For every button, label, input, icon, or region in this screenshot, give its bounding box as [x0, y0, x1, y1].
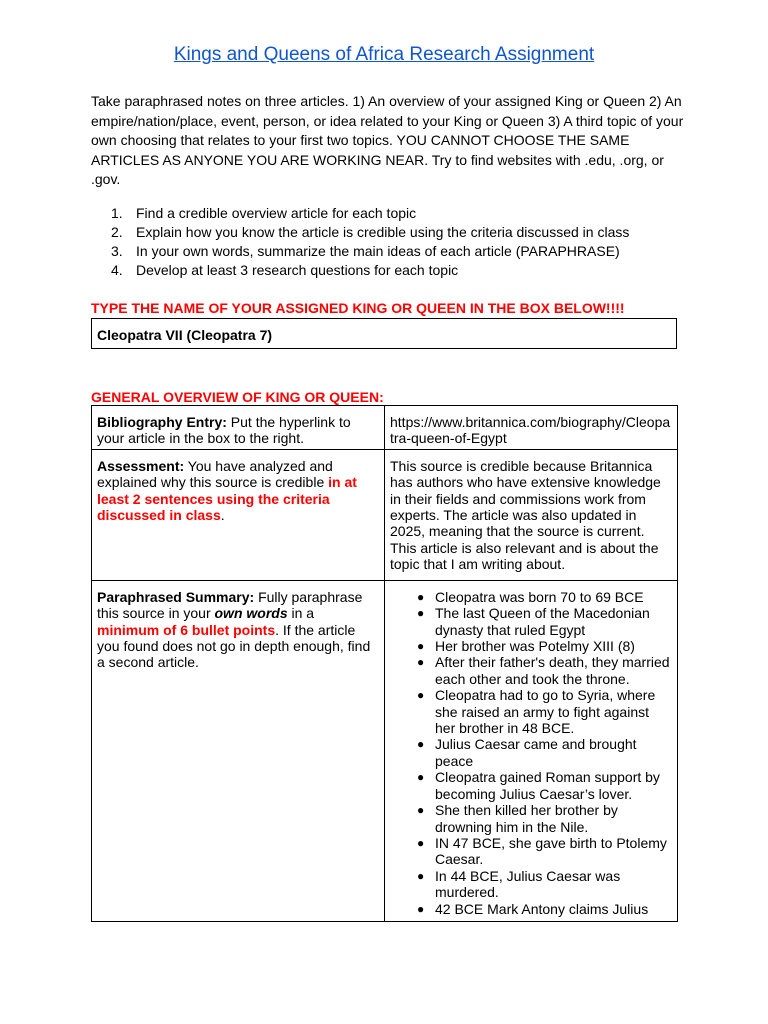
- bullet-text: Her brother was Potelmy XIII (8): [435, 638, 635, 655]
- bullet-icon: ●: [417, 835, 425, 850]
- bullet-icon: ●: [417, 688, 425, 703]
- list-item: [417, 736, 672, 769]
- summary-label-cell: [92, 580, 385, 921]
- bullet-text: The last Queen of the Macedonian dynasty that ruled Egypt: [435, 605, 650, 638]
- bullet-text: In 44 BCE, Julius Caesar was murdered.: [435, 867, 621, 901]
- bullet-text: Cleopatra had to go to Syria, where she raised an army to fight against her brother in 48 BCE.: [435, 687, 656, 737]
- list-item: [417, 769, 672, 802]
- list-item: [417, 588, 672, 605]
- assessment-label-cell: [92, 449, 385, 580]
- list-number: 3.: [111, 243, 123, 259]
- instruction-list: [91, 204, 691, 280]
- list-text: Develop at least 3 research questions for each topic: [136, 262, 459, 278]
- list-item: [417, 834, 672, 868]
- list-text: Find a credible overview article for each topic: [136, 205, 417, 221]
- king-heading: TYPE THE NAME OF YOUR ASSIGNED KING OR QUEEN IN THE BOX BELOW!!!!: [91, 300, 625, 316]
- bullet-text: Cleopatra gained Roman support by becoming Julius Caesar’s lover.: [435, 769, 660, 802]
- bullet-icon: ●: [417, 655, 425, 670]
- assessment-label: Assessment:: [97, 457, 185, 474]
- list-item: [91, 242, 691, 261]
- summary-emphasis: minimum of 6 bullet points: [97, 621, 276, 638]
- list-item: [417, 654, 672, 687]
- overview-table: [91, 405, 678, 922]
- bullet-text: IN 47 BCE, she gave birth to Ptolemy Caesar.: [435, 834, 667, 868]
- bullet-icon: ●: [417, 770, 425, 785]
- bullet-icon: ●: [417, 606, 425, 621]
- bullet-text: Julius Caesar came and brought peace: [435, 736, 637, 769]
- summary-instruction: Fully paraphrase this source in your: [97, 588, 363, 622]
- summary-instruction: in a: [287, 605, 315, 622]
- list-item: [417, 867, 672, 901]
- list-item: [417, 605, 672, 638]
- summary-bullet-list: [390, 589, 672, 917]
- assessment-answer-cell[interactable]: This source is credible because Britannica has authors who have extensive knowledge in their fields and commissions work from experts. The article was also updated in 2025, meaning that the source is current. This article is also relevant and is about the topic that I am writing about.: [385, 449, 678, 580]
- assessment-tail: .: [220, 507, 225, 524]
- summary-answer-cell[interactable]: [385, 580, 678, 921]
- bullet-text: She then killed her brother by drowning him in the Nile.: [435, 802, 618, 835]
- list-item: [417, 638, 672, 655]
- bibliography-answer-cell[interactable]: https://www.britannica.com/biography/Cleopatra-queen-of-Egypt: [385, 406, 678, 450]
- list-item: [91, 223, 691, 242]
- list-number: 4.: [111, 262, 123, 278]
- assessment-instruction: You have analyzed and explained why this source is credible: [97, 457, 333, 491]
- bullet-icon: ●: [417, 868, 425, 883]
- list-item: [91, 204, 691, 223]
- king-name-box[interactable]: Cleopatra VII (Cleopatra 7): [91, 318, 677, 349]
- table-row: [92, 580, 678, 921]
- summary-instruction: . If the article you found does not go in depth enough, find a second article.: [97, 621, 371, 671]
- own-words-emphasis: own words: [214, 605, 288, 622]
- bibliography-instruction: Put the hyperlink to your article in the box to the right.: [97, 414, 351, 447]
- list-text: Explain how you know the article is credible using the criteria discussed in class: [136, 224, 630, 240]
- list-item: [417, 900, 672, 917]
- table-row: [92, 406, 678, 450]
- bullet-text: After their father's death, they married each other and took the throne.: [435, 654, 670, 687]
- list-number: 1.: [111, 205, 123, 221]
- list-item: [417, 687, 672, 737]
- document-title: Kings and Queens of Africa Research Assignment: [173, 44, 595, 65]
- bullet-text: Cleopatra was born 70 to 69 BCE: [435, 588, 644, 605]
- summary-label: Paraphrased Summary:: [97, 588, 255, 605]
- list-item: [91, 261, 691, 280]
- bullet-text: 42 BCE Mark Antony claims Julius: [435, 900, 649, 917]
- assessment-emphasis: in at least 2 sentences using the criteria discussed in class: [97, 474, 357, 524]
- table-row: [92, 449, 678, 580]
- list-item: [417, 802, 672, 835]
- bibliography-label: Bibliography Entry:: [97, 414, 227, 430]
- bullet-icon: ●: [417, 639, 425, 654]
- overview-heading: GENERAL OVERVIEW OF KING OR QUEEN:: [91, 389, 384, 405]
- intro-paragraph: Take paraphrased notes on three articles. 1) An overview of your assigned King or Queen 2) An empire/nation/place, event, person, or idea related to your King or Queen 3) A third topic of your own choosing that relates to your first two topics. YOU CANNOT CHOOSE THE SAME ARTICLES AS ANYONE YOU ARE WORKING NEAR. Try to find websites with .edu, .org, or .gov.: [91, 93, 684, 187]
- bullet-icon: ●: [417, 589, 425, 604]
- bibliography-label-cell: [92, 406, 385, 450]
- bullet-icon: ●: [417, 737, 425, 752]
- bullet-icon: ●: [417, 901, 425, 916]
- list-text: In your own words, summarize the main ideas of each article (PARAPHRASE): [136, 243, 620, 259]
- list-number: 2.: [111, 224, 123, 240]
- bullet-icon: ●: [417, 803, 425, 818]
